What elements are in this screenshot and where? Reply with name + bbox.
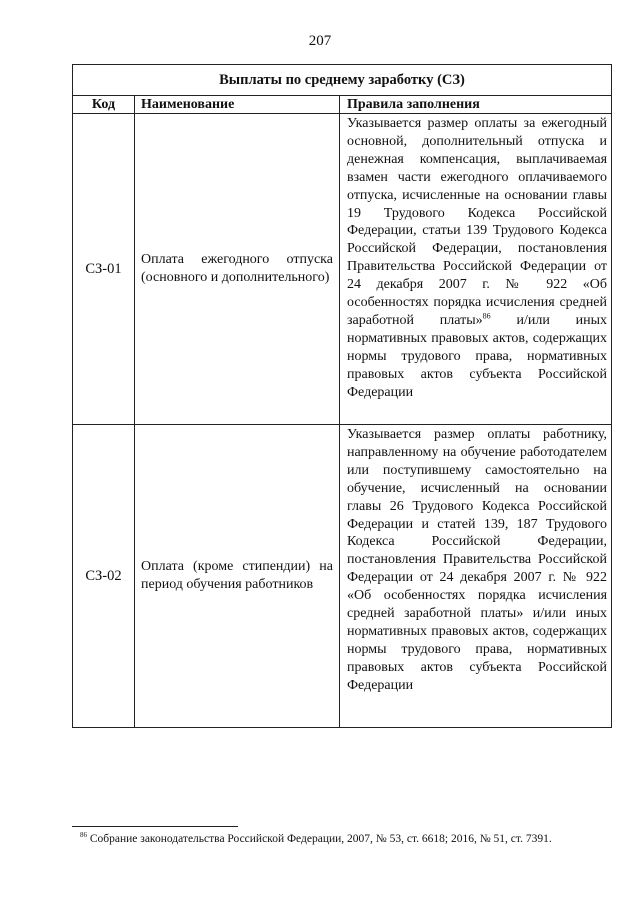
table-row — [73, 114, 612, 425]
table-title: Выплаты по среднему заработку (СЗ) — [73, 65, 612, 96]
column-header-rules: Правила заполнения — [340, 96, 612, 114]
row-rules — [340, 114, 612, 425]
column-header-code: Код — [73, 96, 135, 114]
row-name: Оплата (кроме стипендии) на период обучения работников — [135, 425, 340, 728]
table-row — [73, 425, 612, 728]
footnote — [80, 833, 620, 845]
row-rules: Указывается размер оплаты работнику, направленному на обучение работодателем или поступившему самостоятельно на обучение, исчисленный на основании главы 26 Трудового Кодекса Российской Федерации и статей 139, 187 Трудового Кодекса Российской Федерации, постановления Правительства Российской Федерации от 24 декабря 2007 г. № 922 «Об особенностях порядка исчисления средней заработной платы» и/или иных нормативных правовых актов, содержащих нормы трудового права, нормативных правовых актов субъекта Российской Федерации — [340, 425, 612, 728]
footnote-reference: 86 — [482, 311, 491, 321]
row-code: СЗ-02 — [73, 425, 135, 728]
row-rules-text-continued: и/или иных нормативных правовых актов, содержащих нормы трудового права, нормативных правовых актов субъекта Российской Федерации — [347, 312, 608, 400]
footnote-text: Собрание законодательства Российской Федерации, 2007, № 53, ст. 6618; 2016, № 51, ст. 7391. — [87, 833, 552, 845]
row-name: Оплата ежегодного отпуска (основного и дополнительного) — [135, 114, 340, 425]
table-title-row — [73, 65, 612, 96]
footnote-divider — [72, 826, 238, 827]
table-header-row — [73, 96, 612, 114]
page-number: 207 — [308, 33, 332, 49]
column-header-name: Наименование — [135, 96, 340, 114]
row-rules-text: Указывается размер оплаты за ежегодный основной, дополнительный отпуска и денежная компенсация, выплачиваемая взамен части ежегодного оплачиваемого отпуска, исчисленные на основании главы 19 Трудового Кодекса Российской Федерации, статьи 139 Трудового Кодекса Российской Федерации, постановления Правительства Российской Федерации от 24 декабря 2007 г. № 922 «Об особенностях порядка исчисления средней заработной платы» — [347, 116, 608, 328]
payments-table — [72, 64, 612, 728]
footnote-number: 86 — [80, 831, 87, 840]
row-code: СЗ-01 — [73, 114, 135, 425]
